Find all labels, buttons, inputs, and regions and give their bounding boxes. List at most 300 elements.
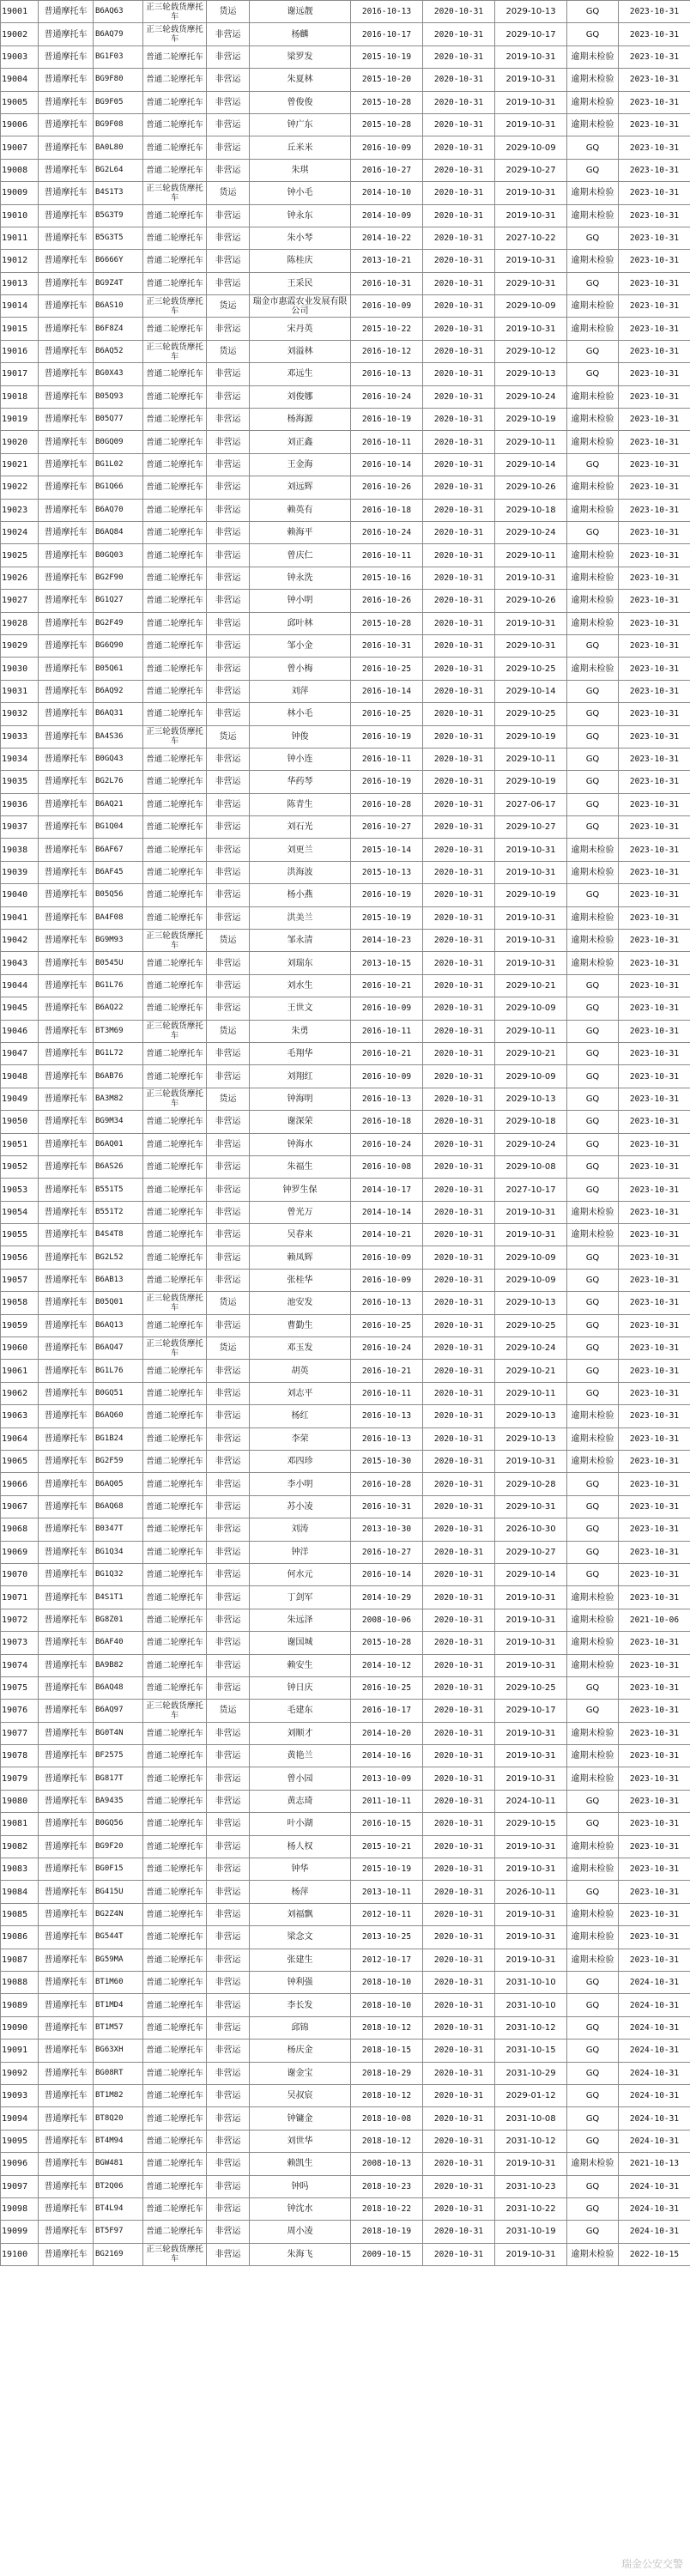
cell-usage: 非营运 [207,2040,250,2062]
cell-scrap-date: 2019-10-31 [495,952,567,974]
cell-owner-name: 毛翔华 [250,1042,351,1064]
cell-serial-no: 19083 [1,1858,39,1881]
cell-register-date: 2013-10-11 [351,1881,423,1903]
cell-vehicle-type: 普通摩托车 [39,227,94,249]
cell-record-date: 2020-10-31 [423,453,495,476]
cell-scrap-date: 2029-10-14 [495,453,567,476]
cell-serial-no: 19066 [1,1473,39,1495]
cell-plate-no: BG9M34 [94,1111,143,1133]
cell-vehicle-model: 普通二轮摩托车 [143,2221,207,2243]
cell-owner-name: 杨红 [250,1405,351,1427]
cell-register-date: 2015-10-21 [351,1835,423,1858]
cell-register-date: 2014-10-12 [351,1654,423,1676]
cell-usage: 非营运 [207,1246,250,1269]
cell-scrap-date: 2026-10-30 [495,1518,567,1541]
cell-scrap-date: 2029-10-13 [495,363,567,385]
cell-vehicle-type: 普通摩托车 [39,1269,94,1291]
cell-serial-no: 19006 [1,113,39,136]
cell-record-date: 2020-10-31 [423,2243,495,2265]
cell-register-date: 2015-10-13 [351,861,423,883]
cell-serial-no: 19051 [1,1133,39,1155]
cell-plate-no: B05Q93 [94,385,143,408]
cell-usage: 非营运 [207,1676,250,1699]
cell-owner-name: 刘溢林 [250,340,351,362]
cell-register-date: 2014-10-22 [351,227,423,249]
table-row [1,748,690,770]
cell-plate-no: B6AQ63 [94,1,143,23]
cell-vehicle-model: 普通二轮摩托车 [143,1382,207,1404]
cell-vehicle-type: 普通摩托车 [39,91,94,113]
cell-plate-no: BG59MA [94,1949,143,1971]
cell-inspection-status: GQ [567,2016,619,2039]
cell-vehicle-model: 普通二轮摩托车 [143,2197,207,2220]
cell-vehicle-type: 普通摩托车 [39,272,94,294]
cell-register-date: 2016-10-21 [351,1360,423,1382]
cell-usage: 非营运 [207,1314,250,1336]
cell-scrap-date: 2019-10-31 [495,45,567,68]
cell-vehicle-model: 普通二轮摩托车 [143,136,207,159]
cell-owner-name: 朱勇 [250,1020,351,1042]
cell-serial-no: 19046 [1,1020,39,1042]
cell-vehicle-type: 普通摩托车 [39,453,94,476]
cell-valid-until: 2024-10-31 [619,2084,690,2106]
cell-register-date: 2016-10-31 [351,272,423,294]
cell-valid-until: 2024-10-31 [619,2016,690,2039]
cell-scrap-date: 2031-10-19 [495,2221,567,2243]
cell-usage: 非营运 [207,1405,250,1427]
cell-serial-no: 19093 [1,2084,39,2106]
cell-valid-until: 2023-10-31 [619,634,690,657]
table-row [1,1269,690,1291]
table-row [1,1020,690,1042]
cell-valid-until: 2023-10-31 [619,748,690,770]
cell-register-date: 2013-10-30 [351,1518,423,1541]
cell-owner-name: 曾俊俊 [250,91,351,113]
table-row [1,2130,690,2152]
cell-register-date: 2016-10-09 [351,1269,423,1291]
watermark: 瑞金公安交警 [620,2558,683,2570]
cell-inspection-status: GQ [567,1881,619,1903]
cell-serial-no: 19032 [1,703,39,725]
cell-register-date: 2018-10-12 [351,2016,423,2039]
cell-register-date: 2012-10-17 [351,1949,423,1971]
cell-inspection-status: 逾期未检验 [567,45,619,68]
cell-scrap-date: 2029-10-17 [495,23,567,45]
cell-plate-no: BG2F90 [94,567,143,589]
cell-serial-no: 19013 [1,272,39,294]
cell-owner-name: 朱远泽 [250,1609,351,1631]
table-row [1,861,690,883]
cell-owner-name: 曾光万 [250,1201,351,1223]
cell-vehicle-model: 普通二轮摩托车 [143,634,207,657]
table-row [1,1926,690,1949]
cell-record-date: 2020-10-31 [423,703,495,725]
cell-owner-name: 李荣 [250,1427,351,1450]
cell-serial-no: 19041 [1,906,39,929]
cell-serial-no: 19029 [1,634,39,657]
cell-plate-no: BA0L80 [94,136,143,159]
cell-inspection-status: GQ [567,1518,619,1541]
cell-usage: 非营运 [207,2221,250,2243]
cell-inspection-status: GQ [567,363,619,385]
cell-owner-name: 洪海波 [250,861,351,883]
cell-usage: 非营运 [207,1201,250,1223]
cell-serial-no: 19092 [1,2062,39,2084]
cell-owner-name: 杨人权 [250,1835,351,1858]
table-row [1,69,690,91]
cell-record-date: 2020-10-31 [423,159,495,181]
cell-serial-no: 19053 [1,1179,39,1201]
cell-usage: 货运 [207,1088,250,1110]
cell-register-date: 2014-10-14 [351,1201,423,1223]
cell-vehicle-type: 普通摩托车 [39,1155,94,1178]
cell-plate-no: BA9435 [94,1790,143,1812]
cell-usage: 非营运 [207,1224,250,1246]
cell-vehicle-model: 普通二轮摩托车 [143,1813,207,1835]
cell-plate-no: BG1L76 [94,974,143,997]
cell-plate-no: BG2L76 [94,771,143,793]
cell-serial-no: 19038 [1,839,39,861]
cell-inspection-status: 逾期未检验 [567,544,619,567]
cell-serial-no: 19100 [1,2243,39,2265]
cell-plate-no: B6F8Z4 [94,318,143,340]
cell-serial-no: 19022 [1,476,39,499]
cell-vehicle-type: 普通摩托车 [39,612,94,634]
cell-scrap-date: 2027-10-22 [495,227,567,249]
cell-usage: 非营运 [207,409,250,431]
cell-usage: 非营运 [207,1473,250,1495]
cell-inspection-status: GQ [567,1971,619,1993]
cell-usage: 非营运 [207,1518,250,1541]
cell-vehicle-type: 普通摩托车 [39,725,94,748]
cell-register-date: 2016-10-13 [351,363,423,385]
cell-serial-no: 19084 [1,1881,39,1903]
cell-scrap-date: 2019-10-31 [495,1949,567,1971]
cell-inspection-status: GQ [567,1111,619,1133]
cell-scrap-date: 2029-10-24 [495,1133,567,1155]
cell-inspection-status: GQ [567,884,619,906]
cell-record-date: 2020-10-31 [423,725,495,748]
cell-register-date: 2016-10-21 [351,1042,423,1064]
cell-owner-name: 刘水生 [250,974,351,997]
cell-register-date: 2016-10-15 [351,1813,423,1835]
cell-register-date: 2015-10-19 [351,1858,423,1881]
cell-plate-no: B6AQ47 [94,1337,143,1360]
cell-serial-no: 19090 [1,2016,39,2039]
cell-plate-no: B0GQ43 [94,748,143,770]
cell-usage: 非营运 [207,204,250,227]
cell-inspection-status: GQ [567,1133,619,1155]
cell-vehicle-type: 普通摩托车 [39,658,94,680]
cell-inspection-status: GQ [567,1473,619,1495]
cell-usage: 非营运 [207,634,250,657]
cell-vehicle-type: 普通摩托车 [39,476,94,499]
cell-record-date: 2020-10-31 [423,2107,495,2130]
cell-owner-name: 叶小湖 [250,1813,351,1835]
cell-inspection-status: GQ [567,748,619,770]
cell-register-date: 2016-10-19 [351,725,423,748]
cell-register-date: 2016-10-09 [351,997,423,1020]
cell-register-date: 2016-10-09 [351,1065,423,1088]
cell-owner-name: 刘正鑫 [250,431,351,453]
cell-plate-no: BG1B24 [94,1427,143,1450]
cell-record-date: 2020-10-31 [423,69,495,91]
cell-register-date: 2016-10-13 [351,1088,423,1110]
cell-owner-name: 刘更兰 [250,839,351,861]
cell-owner-name: 邹小金 [250,634,351,657]
cell-usage: 非营运 [207,590,250,612]
cell-vehicle-type: 普通摩托车 [39,1767,94,1790]
cell-vehicle-type: 普通摩托车 [39,1586,94,1609]
cell-vehicle-model: 普通二轮摩托车 [143,1541,207,1563]
cell-usage: 非营运 [207,658,250,680]
cell-record-date: 2020-10-31 [423,1971,495,1993]
table-row [1,431,690,453]
cell-plate-no: BG2F59 [94,1451,143,1473]
cell-owner-name: 钟吗 [250,2175,351,2197]
cell-owner-name: 黄艳兰 [250,1745,351,1767]
cell-inspection-status: 逾期未检验 [567,113,619,136]
cell-serial-no: 19011 [1,227,39,249]
table-row [1,1133,690,1155]
cell-owner-name: 洪美兰 [250,906,351,929]
cell-usage: 非营运 [207,1541,250,1563]
cell-serial-no: 19095 [1,2130,39,2152]
cell-valid-until: 2023-10-31 [619,1065,690,1088]
cell-scrap-date: 2019-10-31 [495,612,567,634]
cell-scrap-date: 2019-10-31 [495,91,567,113]
cell-scrap-date: 2029-10-19 [495,884,567,906]
cell-vehicle-type: 普通摩托车 [39,250,94,272]
cell-usage: 非营运 [207,1495,250,1518]
cell-inspection-status: GQ [567,340,619,362]
cell-inspection-status: 逾期未检验 [567,1609,619,1631]
cell-register-date: 2015-10-14 [351,839,423,861]
cell-inspection-status: GQ [567,1360,619,1382]
table-row [1,1835,690,1858]
cell-inspection-status: 逾期未检验 [567,1427,619,1450]
cell-vehicle-type: 普通摩托车 [39,2175,94,2197]
cell-scrap-date: 2029-10-11 [495,431,567,453]
cell-inspection-status: 逾期未检验 [567,1451,619,1473]
table-row [1,1632,690,1654]
cell-vehicle-model: 普通二轮摩托车 [143,1155,207,1178]
cell-vehicle-type: 普通摩托车 [39,136,94,159]
cell-usage: 非营运 [207,431,250,453]
cell-valid-until: 2023-10-31 [619,1042,690,1064]
table-row [1,612,690,634]
cell-plate-no: BG0X43 [94,363,143,385]
cell-vehicle-model: 普通二轮摩托车 [143,612,207,634]
cell-plate-no: BG1Q34 [94,1541,143,1563]
cell-scrap-date: 2019-10-31 [495,113,567,136]
table-row [1,1042,690,1064]
cell-scrap-date: 2031-10-12 [495,2016,567,2039]
table-row [1,1337,690,1360]
cell-plate-no: BG9F08 [94,113,143,136]
cell-inspection-status: GQ [567,1541,619,1563]
cell-vehicle-model: 普通二轮摩托车 [143,2040,207,2062]
cell-owner-name: 谢金宝 [250,2062,351,2084]
cell-vehicle-model: 普通二轮摩托车 [143,861,207,883]
cell-vehicle-model: 普通二轮摩托车 [143,1790,207,1812]
cell-serial-no: 19015 [1,318,39,340]
cell-usage: 货运 [207,1700,250,1722]
cell-serial-no: 19024 [1,521,39,543]
cell-owner-name: 池安发 [250,1292,351,1314]
cell-usage: 非营运 [207,1813,250,1835]
cell-vehicle-model: 正三轮载货摩托车 [143,1020,207,1042]
cell-vehicle-model: 正三轮载货摩托车 [143,930,207,952]
cell-register-date: 2014-10-23 [351,930,423,952]
cell-plate-no: BG1L76 [94,1360,143,1382]
cell-vehicle-type: 普通摩托车 [39,521,94,543]
cell-register-date: 2016-10-19 [351,409,423,431]
cell-owner-name: 曾庆仁 [250,544,351,567]
table-row [1,1994,690,2016]
cell-vehicle-type: 普通摩托车 [39,1020,94,1042]
cell-vehicle-model: 普通二轮摩托车 [143,1473,207,1495]
cell-plate-no: B6AQ70 [94,499,143,521]
cell-register-date: 2016-10-13 [351,1427,423,1450]
cell-vehicle-model: 普通二轮摩托车 [143,1563,207,1585]
cell-serial-no: 19004 [1,69,39,91]
table-row [1,2197,690,2220]
cell-vehicle-model: 普通二轮摩托车 [143,1224,207,1246]
cell-serial-no: 19012 [1,250,39,272]
cell-vehicle-type: 普通摩托车 [39,974,94,997]
cell-scrap-date: 2029-10-31 [495,272,567,294]
cell-vehicle-type: 普通摩托车 [39,1745,94,1767]
cell-inspection-status: GQ [567,1337,619,1360]
cell-plate-no: B6AQ68 [94,1495,143,1518]
cell-serial-no: 19077 [1,1722,39,1744]
cell-owner-name: 王采民 [250,272,351,294]
cell-register-date: 2016-10-26 [351,590,423,612]
cell-serial-no: 19071 [1,1586,39,1609]
cell-record-date: 2020-10-31 [423,1813,495,1835]
cell-record-date: 2020-10-31 [423,431,495,453]
cell-valid-until: 2023-10-31 [619,453,690,476]
cell-valid-until: 2023-10-31 [619,476,690,499]
cell-scrap-date: 2019-10-31 [495,1201,567,1223]
table-row [1,499,690,521]
cell-vehicle-model: 正三轮载货摩托车 [143,1700,207,1722]
table-row [1,91,690,113]
cell-register-date: 2016-10-11 [351,1382,423,1404]
cell-vehicle-model: 普通二轮摩托车 [143,1495,207,1518]
cell-inspection-status: 逾期未检验 [567,930,619,952]
cell-usage: 非营运 [207,680,250,702]
cell-vehicle-model: 普通二轮摩托车 [143,884,207,906]
cell-vehicle-model: 普通二轮摩托车 [143,409,207,431]
cell-vehicle-model: 普通二轮摩托车 [143,974,207,997]
cell-record-date: 2020-10-31 [423,997,495,1020]
cell-record-date: 2020-10-31 [423,1269,495,1291]
cell-register-date: 2016-10-26 [351,476,423,499]
cell-vehicle-model: 普通二轮摩托车 [143,1518,207,1541]
cell-inspection-status: 逾期未检验 [567,295,619,318]
cell-inspection-status: GQ [567,816,619,839]
cell-valid-until: 2023-10-31 [619,1676,690,1699]
cell-record-date: 2020-10-31 [423,771,495,793]
cell-usage: 货运 [207,182,250,204]
cell-usage: 非营运 [207,69,250,91]
cell-record-date: 2020-10-31 [423,521,495,543]
cell-record-date: 2020-10-31 [423,1360,495,1382]
cell-scrap-date: 2019-10-31 [495,1767,567,1790]
cell-inspection-status: GQ [567,793,619,815]
cell-plate-no: B6AS26 [94,1155,143,1178]
cell-record-date: 2020-10-31 [423,816,495,839]
cell-serial-no: 19021 [1,453,39,476]
table-row [1,1518,690,1541]
cell-scrap-date: 2029-10-09 [495,295,567,318]
cell-register-date: 2016-10-19 [351,771,423,793]
cell-usage: 非营运 [207,2243,250,2265]
cell-vehicle-type: 普通摩托车 [39,1700,94,1722]
cell-record-date: 2020-10-31 [423,1767,495,1790]
cell-register-date: 2014-10-09 [351,204,423,227]
cell-serial-no: 19050 [1,1111,39,1133]
cell-usage: 非营运 [207,703,250,725]
cell-register-date: 2016-10-24 [351,521,423,543]
cell-valid-until: 2023-10-31 [619,1360,690,1382]
cell-record-date: 2020-10-31 [423,250,495,272]
cell-record-date: 2020-10-31 [423,861,495,883]
cell-vehicle-type: 普通摩托车 [39,1903,94,1925]
cell-vehicle-model: 普通二轮摩托车 [143,1609,207,1631]
cell-inspection-status: 逾期未检验 [567,861,619,883]
cell-owner-name: 朱海飞 [250,2243,351,2265]
cell-record-date: 2020-10-31 [423,1382,495,1404]
cell-scrap-date: 2029-10-18 [495,1111,567,1133]
cell-valid-until: 2023-10-31 [619,658,690,680]
cell-usage: 非营运 [207,227,250,249]
table-row [1,1179,690,1201]
cell-plate-no: BG415U [94,1881,143,1903]
cell-scrap-date: 2031-10-12 [495,2130,567,2152]
cell-plate-no: B0GQ56 [94,1813,143,1835]
cell-plate-no: B05Q77 [94,409,143,431]
cell-owner-name: 曹勤生 [250,1314,351,1336]
cell-usage: 非营运 [207,884,250,906]
cell-record-date: 2020-10-31 [423,634,495,657]
cell-vehicle-model: 普通二轮摩托车 [143,658,207,680]
cell-serial-no: 19036 [1,793,39,815]
cell-plate-no: B6AF40 [94,1632,143,1654]
cell-scrap-date: 2026-10-11 [495,1881,567,1903]
cell-record-date: 2020-10-31 [423,1790,495,1812]
cell-plate-no: B6AQ52 [94,340,143,362]
cell-scrap-date: 2029-10-08 [495,1155,567,1178]
cell-plate-no: B6AQ05 [94,1473,143,1495]
cell-vehicle-type: 普通摩托车 [39,159,94,181]
cell-vehicle-model: 普通二轮摩托车 [143,159,207,181]
table-row [1,363,690,385]
cell-inspection-status: 逾期未检验 [567,1926,619,1949]
cell-owner-name: 王世文 [250,997,351,1020]
cell-usage: 非营运 [207,1767,250,1790]
cell-vehicle-model: 普通二轮摩托车 [143,1676,207,1699]
cell-serial-no: 19048 [1,1065,39,1088]
cell-inspection-status: GQ [567,2130,619,2152]
cell-owner-name: 谢深荣 [250,1111,351,1133]
cell-serial-no: 19018 [1,385,39,408]
cell-inspection-status: GQ [567,997,619,1020]
cell-owner-name: 钟俊 [250,725,351,748]
cell-usage: 非营运 [207,567,250,589]
